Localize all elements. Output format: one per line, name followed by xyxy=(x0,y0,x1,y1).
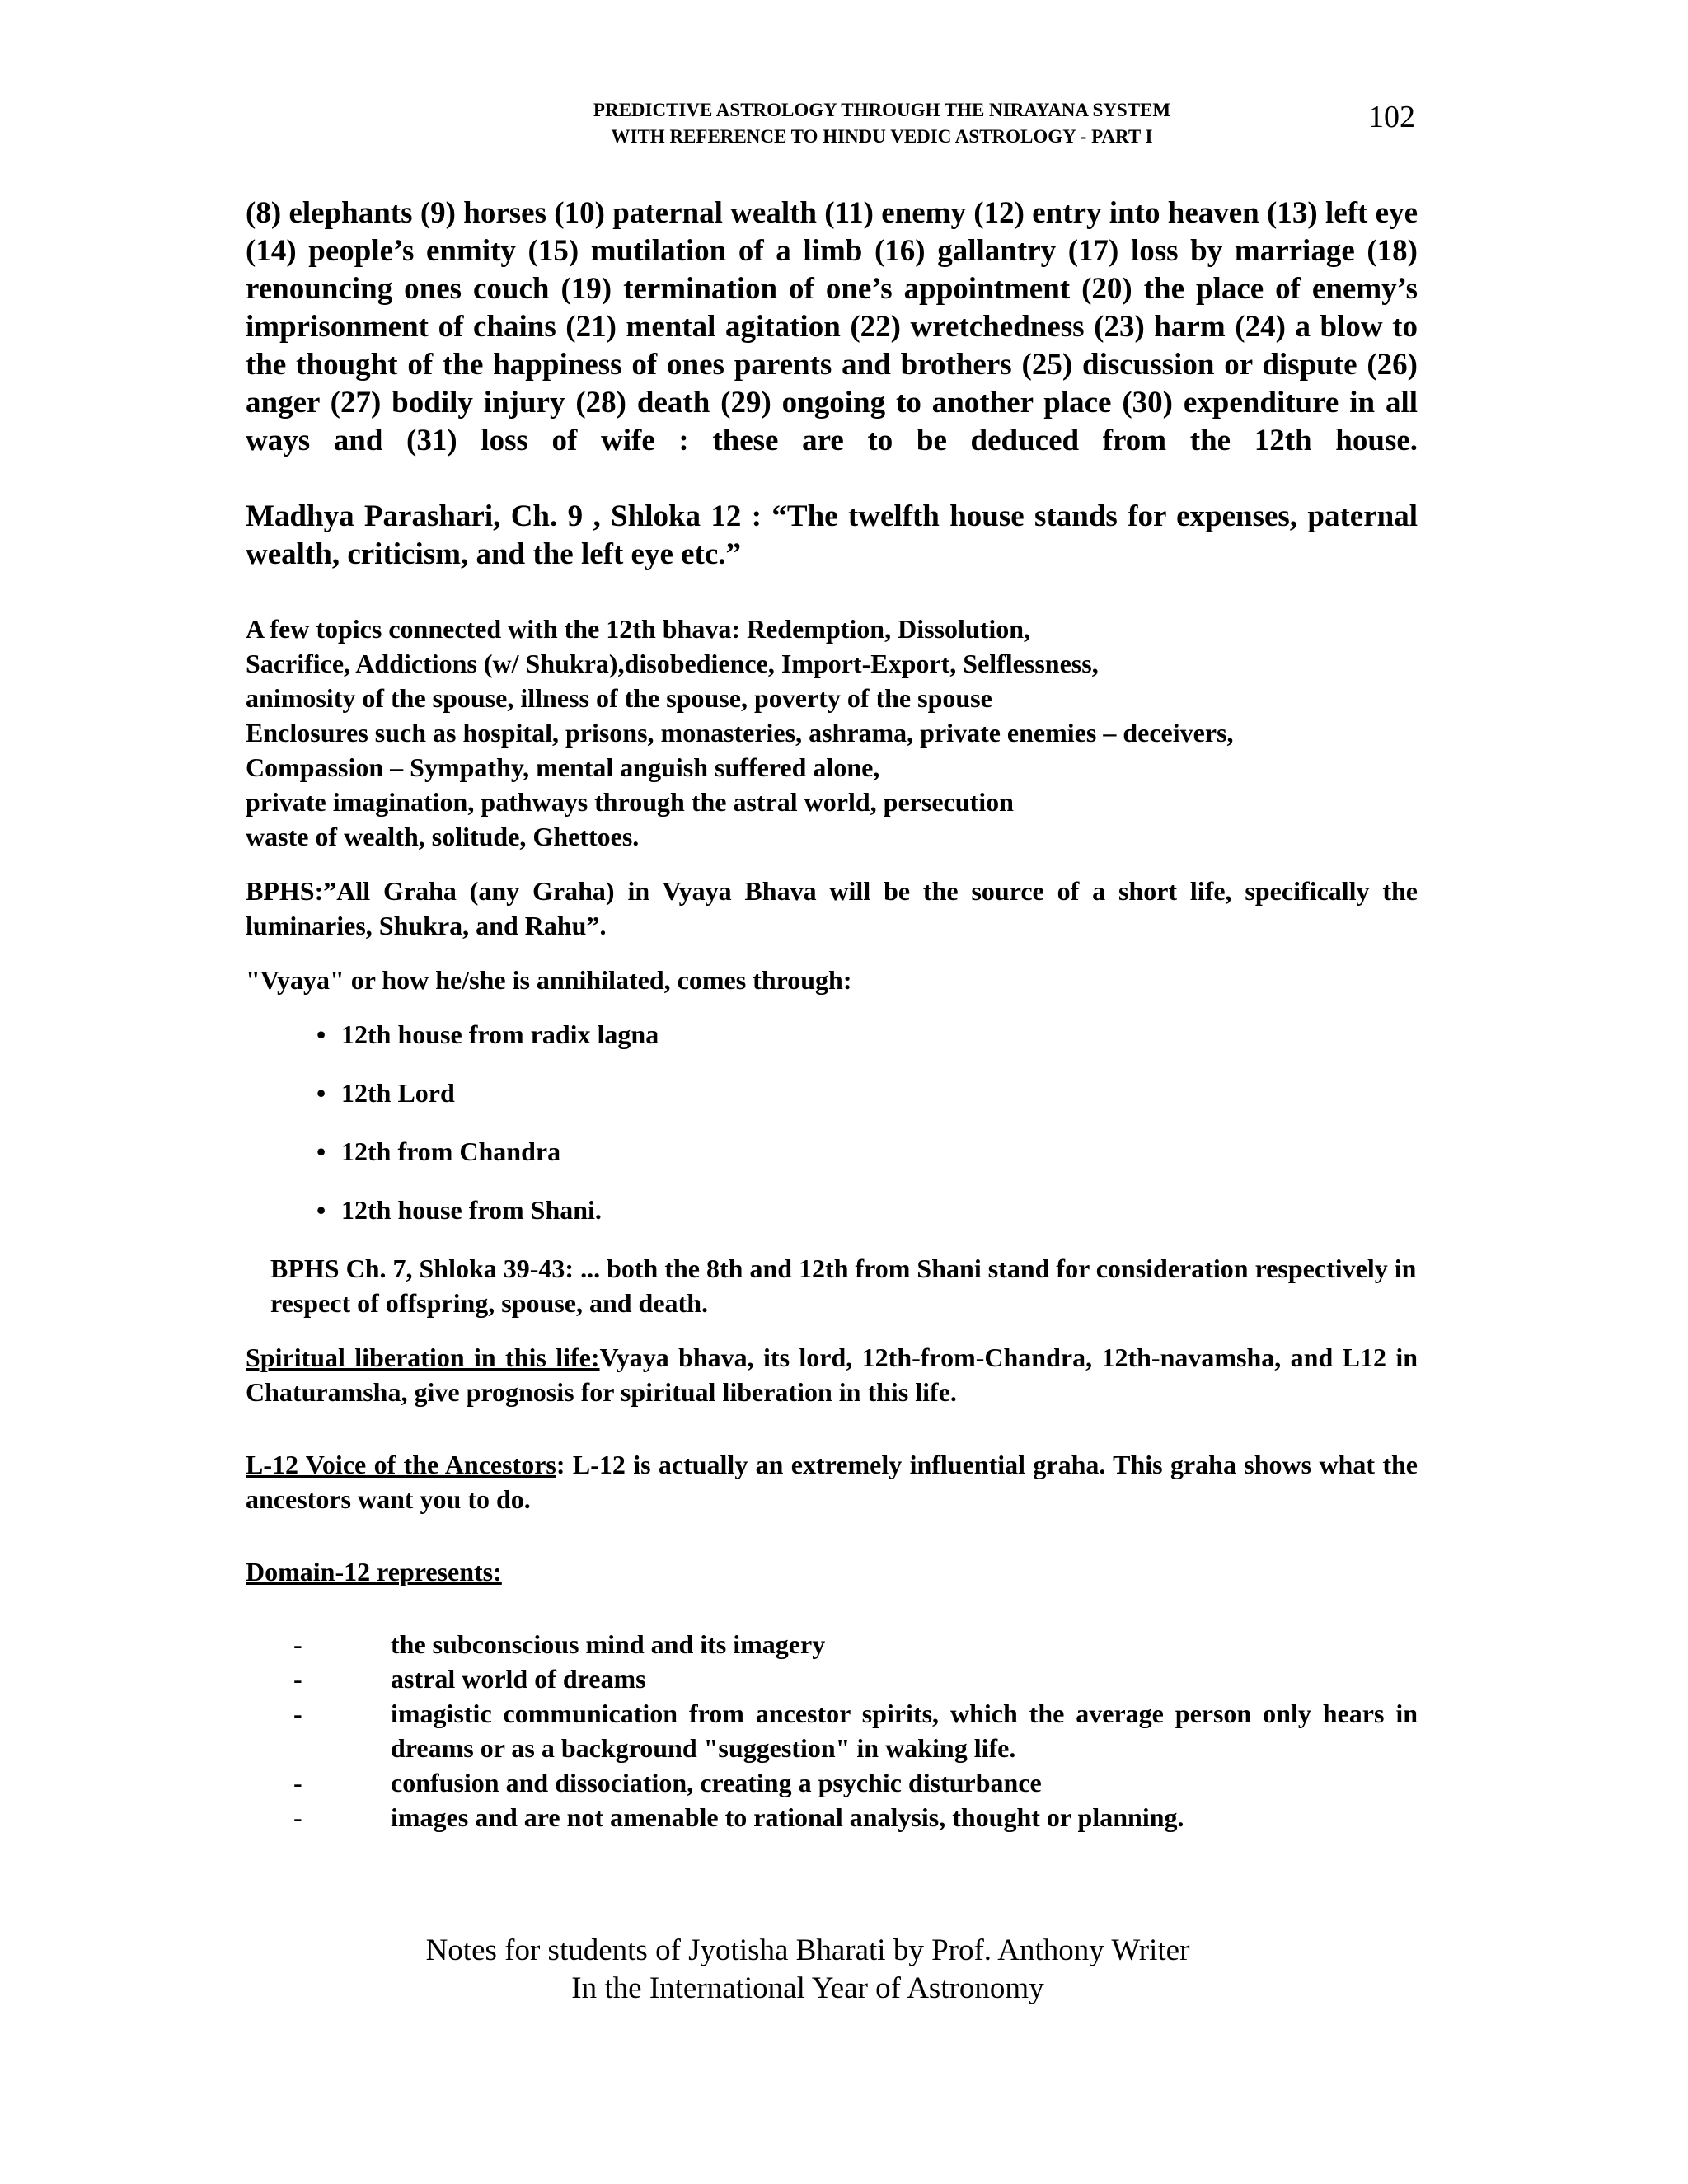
bullet-icon: • xyxy=(316,1019,326,1049)
madhya-parashari-quote: Madhya Parashari, Ch. 9 , Shloka 12 : “The twelfth house stands for expenses, paternal wealth, criticism, and the left eye etc.” xyxy=(246,499,1418,571)
running-header-line-1: PREDICTIVE ASTROLOGY THROUGH THE NIRAYANA SYSTEM xyxy=(593,100,1171,120)
vyaya-bullet-list xyxy=(246,1017,1418,1227)
bullet-icon: • xyxy=(316,1078,326,1108)
list-item: • 12th Lord xyxy=(316,1076,1418,1110)
spiritual-liberation-paragraph: Spiritual liberation in this life:Vyaya bhava, its lord, 12th-from-Chandra, 12th-navamsha, and L12 in Chaturamsha, give prognosis for spiritual liberation in this life. xyxy=(246,1343,1418,1407)
list-item: - confusion and dissociation, creating a psychic disturbance xyxy=(246,1765,1418,1800)
running-header-line-2: WITH REFERENCE TO HINDU VEDIC ASTROLOGY - PART I xyxy=(611,126,1153,147)
house-significations-paragraph: (8) elephants (9) horses (10) paternal wealth (11) enemy (12) entry into heaven (13) left eye (14) people’s enmity (15) mutilation of a limb (16) gallantry (17) loss by marriage (18) renouncing ones couch (19) termination of one’s appointment (20) the place of enemy’s imprisonment of chains (21) mental agitation (22) wretchedness (23) harm (24) a blow to the thought of the happiness of ones parents and brothers (25) discussion or dispute (26) anger (27) bodily injury (28) death (29) ongoing to another place (30) expenditure in all ways and (31) loss of wife : these are to be deduced from the 12th house. xyxy=(246,196,1418,457)
bullet-icon: • xyxy=(316,1195,326,1225)
page-footer xyxy=(313,1932,1302,2008)
dash-marker: - xyxy=(293,1802,302,1832)
topics-line: Enclosures such as hospital, prisons, monasteries, ashrama, private enemies – deceivers, xyxy=(246,718,1234,748)
domain-12-heading: Domain-12 represents: xyxy=(246,1557,502,1586)
topics-line: private imagination, pathways through the astral world, persecution xyxy=(246,787,1014,817)
page-body xyxy=(246,194,1418,1835)
topics-line: Sacrifice, Addictions (w/ Shukra),disobedience, Import-Export, Selflessness, xyxy=(246,649,1099,678)
vyaya-intro: "Vyaya" or how he/she is annihilated, comes through: xyxy=(246,965,852,995)
dash-marker: - xyxy=(293,1664,302,1694)
list-item: - the subconscious mind and its imagery xyxy=(246,1627,1418,1661)
spiritual-liberation-label: Spiritual liberation in this life: xyxy=(246,1343,600,1372)
list-item: - images and are not amenable to rational analysis, thought or planning. xyxy=(246,1800,1418,1835)
footer-line-2: In the International Year of Astronomy xyxy=(571,1971,1044,2005)
topics-line: animosity of the spouse, illness of the spouse, poverty of the spouse xyxy=(246,683,992,713)
footer-line-1: Notes for students of Jyotisha Bharati by Prof. Anthony Writer xyxy=(425,1933,1190,1967)
bphs-shani-paragraph: BPHS Ch. 7, Shloka 39-43: ... both the 8th and 12th from Shani stand for consideration respectively in respect of offspring, spouse, and death. xyxy=(270,1254,1417,1318)
dash-marker: - xyxy=(293,1768,302,1797)
topics-line: waste of wealth, solitude, Ghettoes. xyxy=(246,822,640,851)
domain-12-list xyxy=(246,1627,1418,1835)
topics-line: Compassion – Sympathy, mental anguish suffered alone, xyxy=(246,752,880,782)
list-item: • 12th from Chandra xyxy=(316,1134,1418,1169)
dash-marker: - xyxy=(293,1699,302,1728)
topics-block xyxy=(246,612,1418,854)
list-item: • 12th house from Shani. xyxy=(316,1193,1418,1227)
ancestors-paragraph: L-12 Voice of the Ancestors: L-12 is actually an extremely influential graha. This graha shows what the ancestors want you to do. xyxy=(246,1450,1418,1514)
bullet-icon: • xyxy=(316,1137,326,1166)
dash-marker: - xyxy=(293,1629,302,1659)
bphs-short-life-paragraph: BPHS:”All Graha (any Graha) in Vyaya Bhava will be the source of a short life, specifically the luminaries, Shukra, and Rahu”. xyxy=(246,876,1418,940)
ancestors-label: L-12 Voice of the Ancestors xyxy=(246,1450,556,1479)
page-number: 102 xyxy=(1368,100,1415,134)
list-item: - imagistic communication from ancestor spirits, which the average person only hears in dreams or as a background "suggestion" in waking life. xyxy=(246,1696,1418,1765)
list-item: • 12th house from radix lagna xyxy=(316,1017,1418,1052)
list-item: - astral world of dreams xyxy=(246,1661,1418,1696)
running-header xyxy=(387,97,1376,150)
topics-line: A few topics connected with the 12th bhava: Redemption, Dissolution, xyxy=(246,614,1031,644)
